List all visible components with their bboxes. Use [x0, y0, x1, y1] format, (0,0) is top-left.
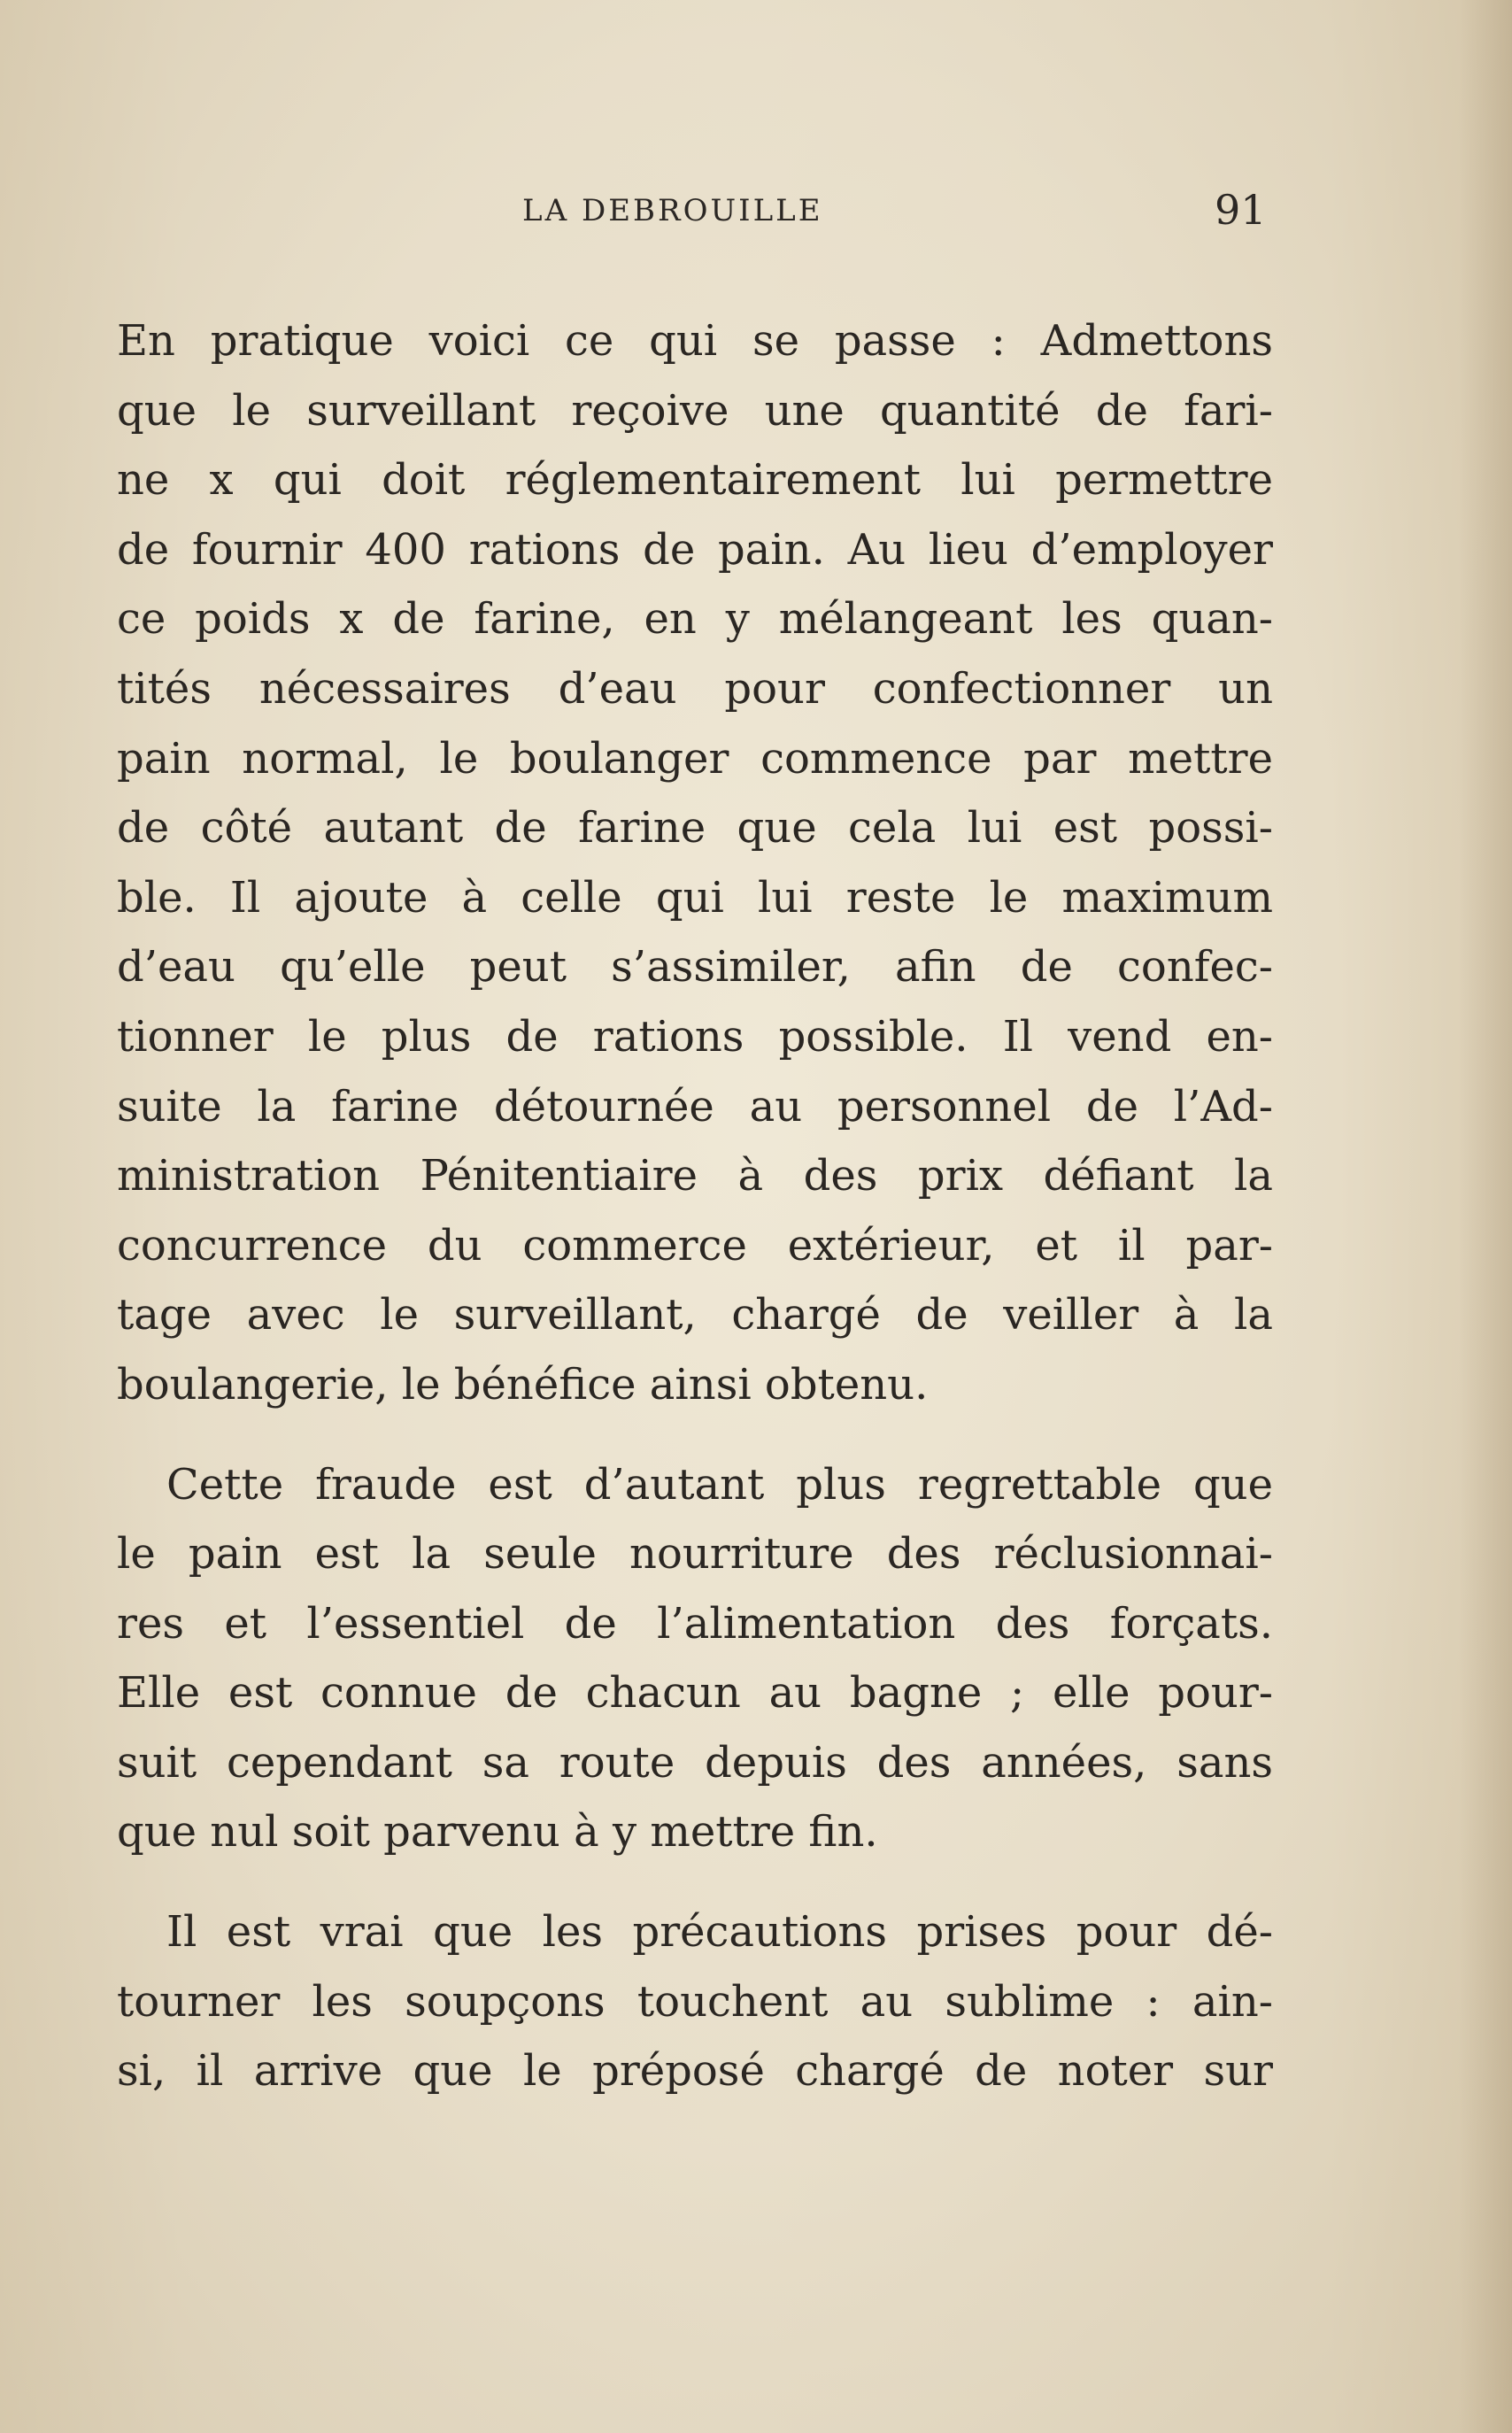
- text-line: Il est vrai que les précautions prises pour dé-: [166, 1907, 1273, 1958]
- text-line: ble. Il ajoute à celle qui lui reste le maximum: [117, 872, 1273, 923]
- text-line: de côté autant de farine que cela lui est possi-: [117, 803, 1273, 853]
- paragraph-1: [117, 306, 1273, 1420]
- text-line: ce poids x de farine, en y mélangeant les quan-: [117, 594, 1273, 645]
- text-line: que nul soit parvenu à y mettre fin.: [117, 1807, 878, 1858]
- paragraph-gap: [117, 1867, 1273, 1897]
- text-line: ne x qui doit réglementairement lui permettre: [117, 455, 1273, 506]
- text-line: le pain est la seule nourriture des réclusionnai-: [117, 1529, 1273, 1580]
- text-line: tage avec le surveillant, chargé de veiller à la: [117, 1290, 1273, 1340]
- paragraph-2: [117, 1450, 1273, 1868]
- text-line: tités nécessaires d’eau pour confectionner un: [117, 663, 1273, 714]
- text-line: pain normal, le boulanger commence par mettre: [117, 733, 1273, 784]
- text-line: ministration Pénitentiaire à des prix défiant la: [117, 1151, 1273, 1201]
- paragraph-3: [117, 1897, 1273, 2106]
- text-line: boulangerie, le bénéfice ainsi obtenu.: [117, 1359, 929, 1410]
- text-line: Cette fraude est d’autant plus regrettable que: [166, 1459, 1273, 1510]
- text-line: tourner les soupçons touchent au sublime : ain-: [117, 1976, 1273, 2027]
- page-edge-shadow: [1459, 0, 1512, 2433]
- page-number: 91: [1215, 186, 1267, 234]
- text-line: suite la farine détournée au personnel de l’Ad-: [117, 1081, 1273, 1132]
- text-line: d’eau qu’elle peut s’assimiler, afin de confec-: [117, 942, 1273, 993]
- text-line: de fournir 400 rations de pain. Au lieu d’employer: [117, 524, 1273, 575]
- text-line: si, il arrive que le préposé chargé de noter sur: [117, 2046, 1273, 2097]
- text-line: concurrence du commerce extérieur, et il par-: [117, 1220, 1273, 1271]
- paragraph-gap: [117, 1420, 1273, 1450]
- text-line: tionner le plus de rations possible. Il vend en-: [117, 1011, 1273, 1062]
- text-line: Elle est connue de chacun au bagne ; elle pour-: [117, 1668, 1273, 1719]
- body-text: [117, 306, 1273, 2106]
- text-line: suit cependant sa route depuis des années, sans: [117, 1737, 1273, 1788]
- text-line: res et l’essentiel de l’alimentation des forçats.: [117, 1598, 1273, 1649]
- text-line: que le surveillant reçoive une quantité de fari-: [117, 385, 1273, 436]
- running-head: LA DEBROUILLE: [522, 193, 823, 228]
- text-line: En pratique voici ce qui se passe : Admettons: [117, 316, 1273, 366]
